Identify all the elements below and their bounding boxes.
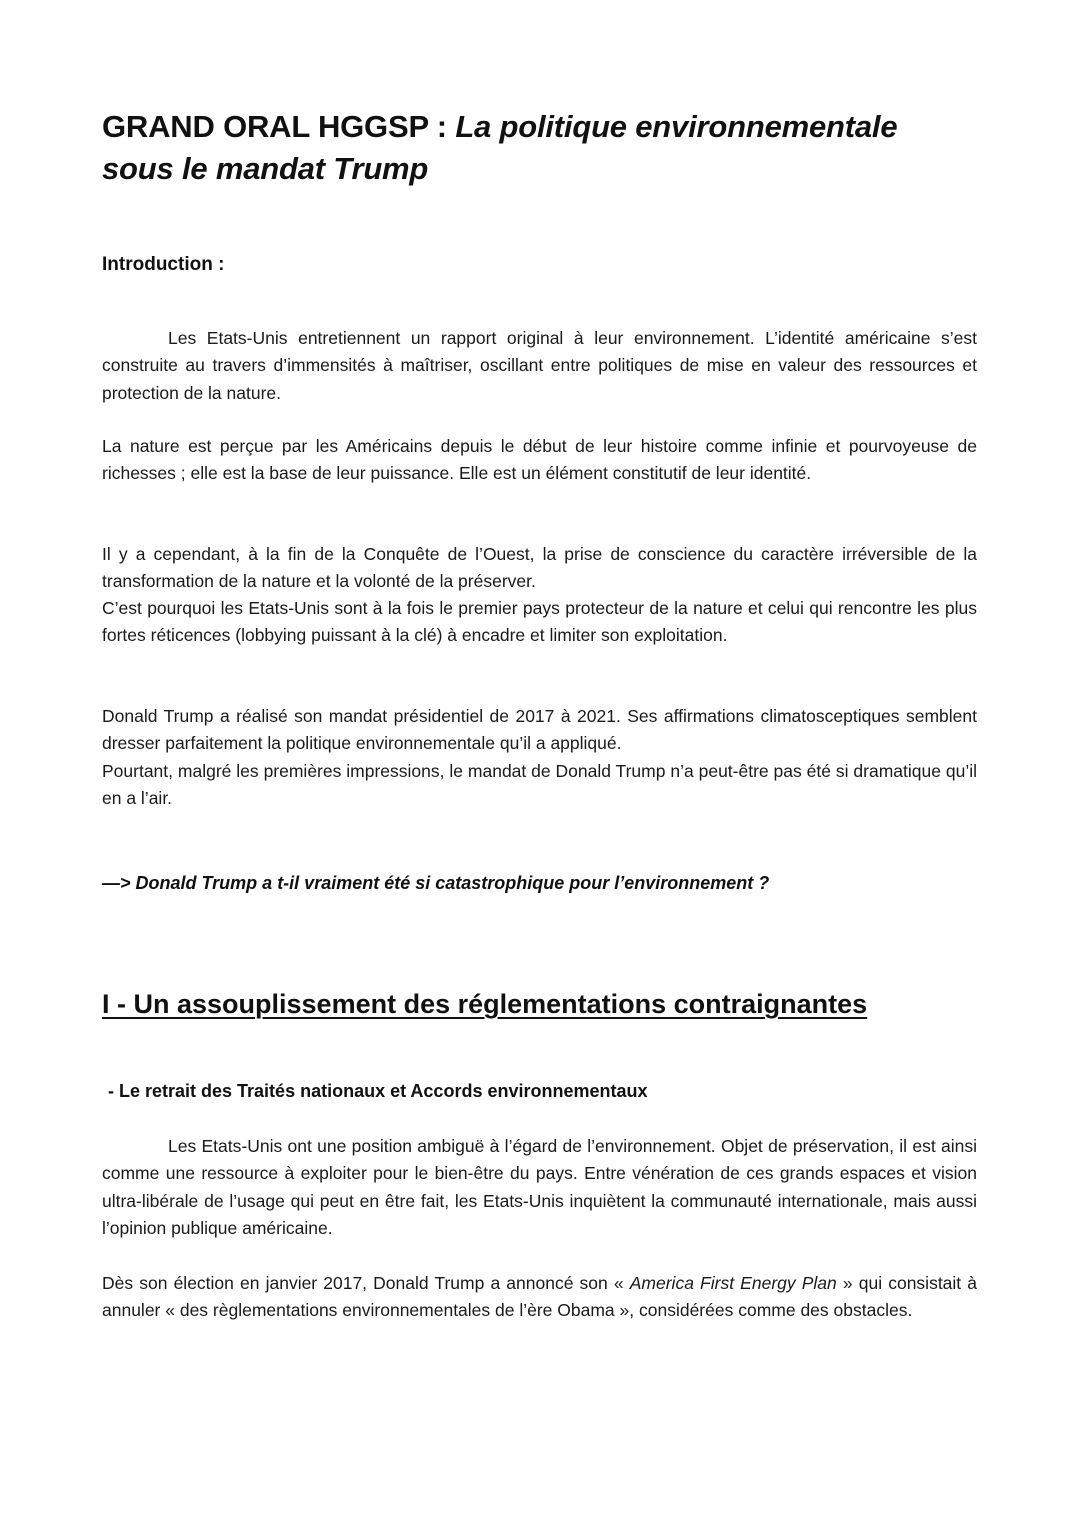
introduction-heading: Introduction : <box>102 254 225 275</box>
section-title: I - Un assouplissement des réglementations contraignantes <box>102 989 868 1019</box>
title-prefix: GRAND ORAL HGGSP : <box>102 109 456 144</box>
intro-paragraph-4: C’est pourquoi les Etats-Unis sont à la fois le premier pays protecteur de la nature et celui qui rencontre les plus fortes réticences (lobbying puissant à la clé) à encadre et limiter son exploitation. <box>102 598 977 646</box>
intro-paragraph-3: Il y a cependant, à la fin de la Conquête de l’Ouest, la prise de conscience du caractère irréversible de la transformation de la nature et la volonté de la préserver. <box>102 544 977 592</box>
intro-paragraph-2: La nature est perçue par les Américains depuis le début de leur histoire comme infinie et pourvoyeuse de richesses ; elle est la base de leur puissance. Elle est un élément constitutif de leur identité. <box>102 436 977 484</box>
section-paragraph-2 <box>102 1270 977 1325</box>
problematic-question: —> Donald Trump a t-il vraiment été si catastrophique pour l’environnement ? <box>102 873 770 893</box>
title-subject: La politique environnementale sous le mandat Trump <box>102 109 898 186</box>
energy-plan-name: America First Energy Plan <box>629 1273 837 1293</box>
section-paragraph-1: Les Etats-Unis ont une position ambiguë à l’égard de l’environnement. Objet de préservation, il est ainsi comme une ressource à exploiter pour le bien-être du pays. Entre vénération de ces grands espaces et vision ultra-libérale de l’usage qui peut en être fait, les Etats-Unis inquiètent la communauté internationale, mais aussi l’opinion publique américaine. <box>102 1136 977 1238</box>
page-title <box>102 106 977 190</box>
section-paragraph-2-end: » qui consistait à annuler « des règlementations environnementales de l’ère Obama », considérées comme des obstacles. <box>102 1273 978 1321</box>
section-paragraph-2-start: Dès son élection en janvier 2017, Donald Trump a annoncé son « <box>102 1273 630 1293</box>
intro-paragraph-5: Donald Trump a réalisé son mandat présidentiel de 2017 à 2021. Ses affirmations climatosceptiques semblent dresser parfaitement la politique environnementale qu’il a appliqué. <box>102 706 977 754</box>
intro-paragraph-1: Les Etats-Unis entretiennent un rapport original à leur environnement. L’identité américaine s’est construite au travers d’immensités à maîtriser, oscillant entre politiques de mise en valeur des ressources et protection de la nature. <box>102 328 977 403</box>
subsection-heading: - Le retrait des Traités nationaux et Accords environnementaux <box>108 1081 648 1101</box>
intro-paragraph-6: Pourtant, malgré les premières impressions, le mandat de Donald Trump n’a peut-être pas été si dramatique qu’il en a l’air. <box>102 761 977 809</box>
